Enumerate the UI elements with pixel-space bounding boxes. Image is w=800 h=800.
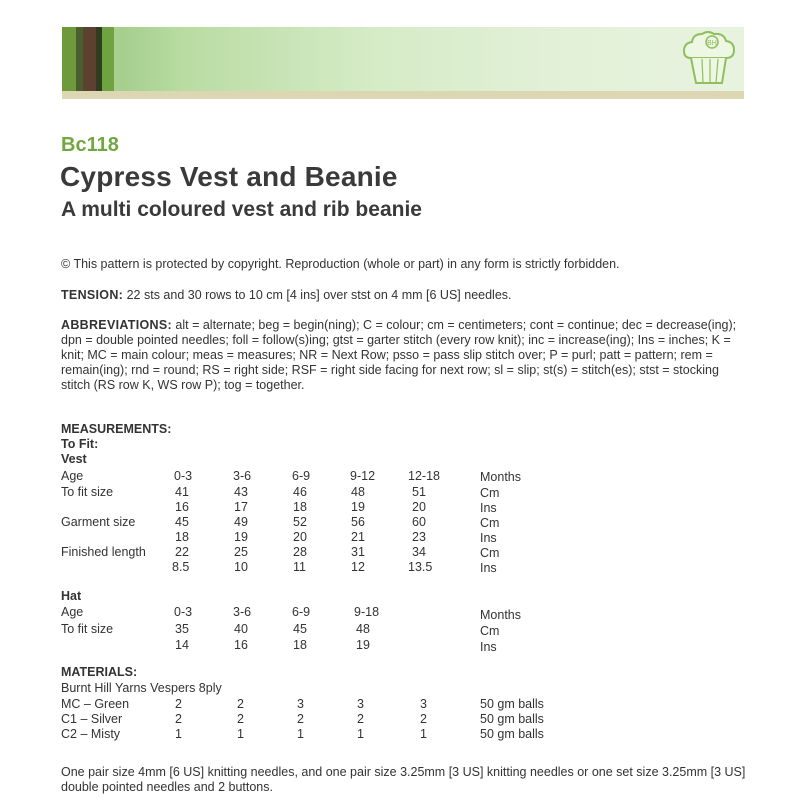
material-unit: 50 gm balls: [480, 727, 544, 741]
vest-length-ins-cell: 13.5: [408, 560, 433, 574]
vest-length-label: Finished length: [61, 545, 146, 559]
pattern-code: Bc118: [61, 134, 119, 156]
vest-to-fit-label: To fit size: [61, 485, 114, 499]
hat-to-fit-ins-cell: 16: [234, 638, 248, 652]
material-cell: 3: [357, 697, 364, 711]
hat-to-fit-label: To fit size: [61, 622, 114, 636]
to-fit-heading: To Fit:: [61, 437, 99, 451]
vest-unit-cm: Cm: [480, 546, 500, 560]
hat-size-cell: 0-3: [174, 605, 193, 619]
vest-garment-ins-cell: 21: [351, 530, 365, 544]
material-cell: 1: [237, 727, 244, 741]
tension-label: TENSION:: [61, 288, 124, 302]
hat-size-cell: 3-6: [233, 605, 252, 619]
page-subtitle: A multi coloured vest and rib beanie: [61, 198, 422, 221]
vest-size-cell: 3-6: [233, 469, 252, 483]
vest-age-label: Age: [61, 469, 84, 483]
vest-unit-cm: Cm: [480, 516, 500, 530]
vest-length-ins-cell: 10: [234, 560, 248, 574]
vest-length-ins-cell: 12: [351, 560, 365, 574]
vest-to-fit-ins-cell: 17: [234, 500, 248, 514]
hat-to-fit-cm-cell: 35: [175, 622, 189, 636]
abbreviations-text: alt = alternate; beg = begin(ning); C = colour; cm = centimeters; cont = continue; dec = decrease(ing); dpn = double pointed needles; foll = follow(s)ing; gtst = garter stitch (every row knit); inc = increase(ing); Ins = inches; K = knit; MC = main colour; meas = measures; NR = Next Row; psso = pass slip stitch over; P = purl; patt = pattern; rem = remain(ing); rnd = round; RS = right side; RSF = right side facing for next row; sl = slip; st(s) = stitch(es); stst = stocking stitch (RS row K, WS row P); tog = together.: [61, 318, 737, 392]
vest-unit-ins: Ins: [480, 501, 497, 515]
material-row-label: MC – Green: [61, 697, 130, 711]
material-cell: 2: [357, 712, 364, 726]
vest-garment-ins-cell: 23: [412, 530, 426, 544]
vest-size-cell: 6-9: [292, 469, 311, 483]
banner-stripe: [62, 27, 76, 91]
material-cell: 3: [297, 697, 304, 711]
material-cell: 2: [297, 712, 304, 726]
muffin-logo-icon: [678, 28, 740, 90]
vest-unit-cm: Cm: [480, 486, 500, 500]
vest-length-cm-cell: 31: [351, 545, 365, 559]
vest-garment-ins-cell: 19: [234, 530, 248, 544]
banner-stripe: [114, 27, 120, 91]
vest-age-unit: Months: [480, 470, 521, 484]
vest-garment-cm-cell: 56: [351, 515, 365, 529]
vest-size-cell: 12-18: [408, 469, 440, 483]
vest-length-ins-cell: 11: [293, 560, 306, 574]
vest-to-fit-cm-cell: 48: [351, 485, 365, 499]
vest-garment-cm-cell: 60: [412, 515, 426, 529]
tension-paragraph: [61, 288, 512, 303]
vest-to-fit-ins-cell: 16: [175, 500, 189, 514]
vest-garment-cm-cell: 49: [234, 515, 248, 529]
hat-to-fit-cm-cell: 48: [356, 622, 370, 636]
banner-stripe: [102, 27, 114, 91]
hat-to-fit-ins-cell: 14: [175, 638, 189, 652]
hat-age-unit: Months: [480, 608, 521, 622]
vest-garment-ins-cell: 18: [175, 530, 189, 544]
vest-unit-ins: Ins: [480, 531, 497, 545]
yarn-name: Burnt Hill Yarns Vespers 8ply: [61, 681, 222, 695]
material-cell: 1: [357, 727, 364, 741]
vest-length-ins-cell: 8.5: [172, 560, 190, 574]
needles-note: One pair size 4mm [6 US] knitting needles, and one pair size 3.25mm [3 US] knitting needles or one set size 3.25mm [3 US] double pointed needles and 2 buttons.: [61, 765, 746, 794]
vest-garment-ins-cell: 20: [293, 530, 307, 544]
vest-heading: Vest: [61, 452, 87, 466]
material-cell: 2: [420, 712, 427, 726]
banner-stripe: [76, 27, 83, 91]
banner-stripe: [83, 27, 96, 91]
svg-text:BH: BH: [707, 40, 717, 47]
hat-to-fit-cm-cell: 40: [234, 622, 248, 636]
vest-size-cell: 9-12: [350, 469, 376, 483]
material-cell: 3: [420, 697, 427, 711]
vest-garment-label: Garment size: [61, 515, 136, 529]
hat-unit-ins: Ins: [480, 640, 497, 654]
hat-to-fit-cm-cell: 45: [293, 622, 307, 636]
material-cell: 1: [297, 727, 304, 741]
vest-length-cm-cell: 34: [412, 545, 426, 559]
vest-length-cm-cell: 22: [175, 545, 189, 559]
material-cell: 2: [237, 697, 244, 711]
material-unit: 50 gm balls: [480, 697, 544, 711]
hat-unit-cm: Cm: [480, 624, 500, 638]
vest-length-cm-cell: 28: [293, 545, 307, 559]
material-cell: 2: [175, 712, 182, 726]
vest-garment-cm-cell: 45: [175, 515, 189, 529]
vest-unit-ins: Ins: [480, 561, 497, 575]
vest-length-cm-cell: 25: [234, 545, 248, 559]
vest-to-fit-ins-cell: 19: [351, 500, 365, 514]
vest-to-fit-cm-cell: 43: [234, 485, 248, 499]
hat-size-cell: 6-9: [292, 605, 311, 619]
material-row-label: C1 – Silver: [61, 712, 123, 726]
vest-to-fit-cm-cell: 41: [175, 485, 189, 499]
material-row-label: C2 – Misty: [61, 727, 121, 741]
hat-size-cell: 9-18: [354, 605, 380, 619]
vest-garment-cm-cell: 52: [293, 515, 307, 529]
vest-to-fit-cm-cell: 51: [412, 485, 426, 499]
material-cell: 1: [175, 727, 182, 741]
hat-to-fit-ins-cell: 19: [356, 638, 370, 652]
header-banner: [62, 27, 744, 91]
abbreviations-paragraph: [61, 318, 751, 393]
banner-rule: [62, 91, 744, 99]
material-unit: 50 gm balls: [480, 712, 544, 726]
material-cell: 2: [237, 712, 244, 726]
measurements-heading: MEASUREMENTS:: [61, 422, 172, 436]
vest-to-fit-ins-cell: 20: [412, 500, 426, 514]
hat-heading: Hat: [61, 589, 82, 603]
material-cell: 1: [420, 727, 427, 741]
vest-to-fit-ins-cell: 18: [293, 500, 307, 514]
materials-heading: MATERIALS:: [61, 665, 138, 679]
material-cell: 2: [175, 697, 182, 711]
abbreviations-label: ABBREVIATIONS:: [61, 318, 172, 332]
hat-age-label: Age: [61, 605, 84, 619]
copyright-notice: © This pattern is protected by copyright. Reproduction (whole or part) in any form is strictly forbidden.: [61, 257, 620, 271]
page-title: Cypress Vest and Beanie: [60, 161, 398, 192]
vest-to-fit-cm-cell: 46: [293, 485, 307, 499]
vest-size-cell: 0-3: [174, 469, 193, 483]
hat-to-fit-ins-cell: 18: [293, 638, 307, 652]
tension-text: 22 sts and 30 rows to 10 cm [4 ins] over stst on 4 mm [6 US] needles.: [123, 288, 512, 302]
